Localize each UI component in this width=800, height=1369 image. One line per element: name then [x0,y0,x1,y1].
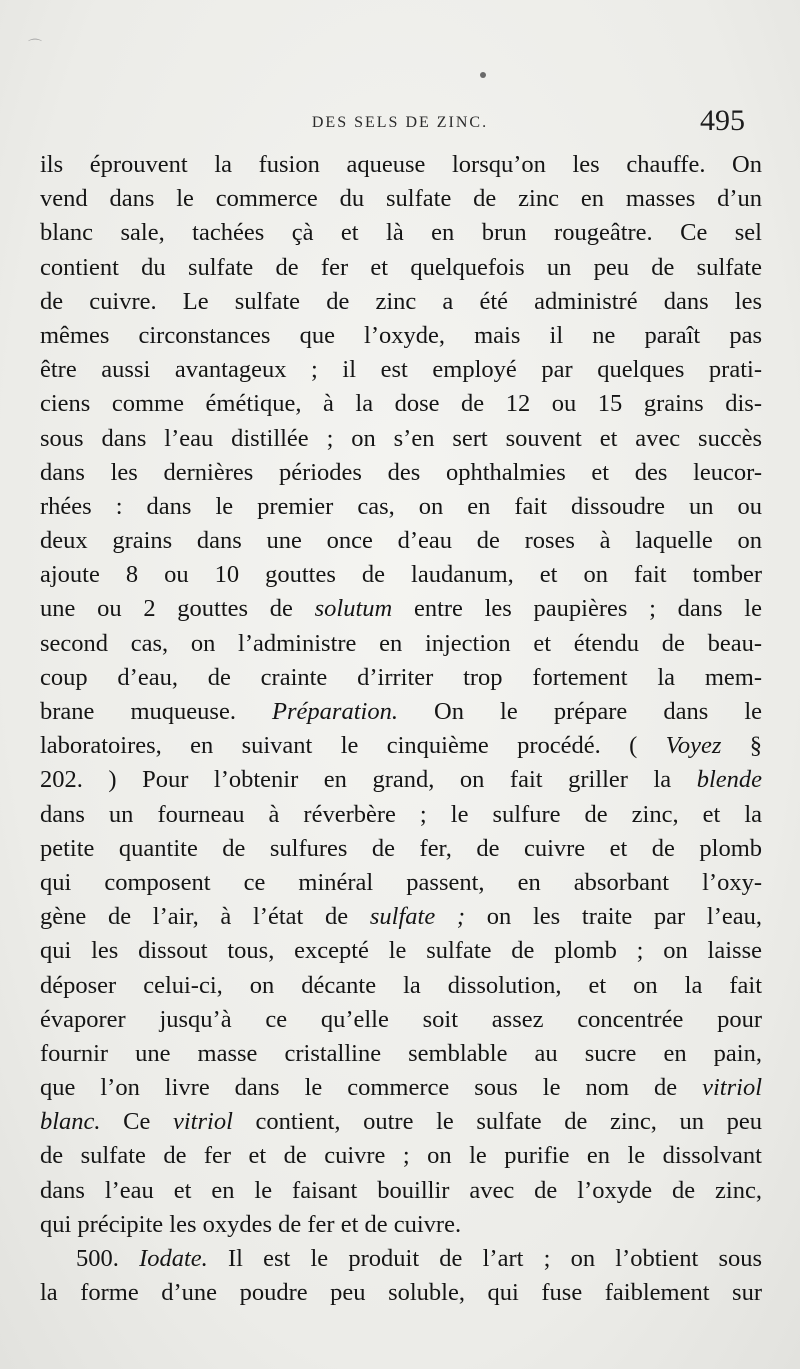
text-line: vend dans le commerce du sulfate de zinc en masses d’un [40,185,762,213]
text-line: ajoute 8 ou 10 gouttes de laudanum, et on fait tomber [40,561,762,589]
body-text [40,148,762,1310]
text-line: gène de l’air, à l’état de sulfate ; on les traite par l’eau, [40,903,763,931]
running-title: DES SELS DE ZINC. [311,114,489,131]
text-line: rhées : dans le premier cas, on en fait dissoudre un ou [40,492,762,520]
text-line: qui précipite les oxydes de fer et de cuivre. [40,1210,462,1238]
text-line: petite quantite de sulfures de fer, de cuivre et de plomb [40,834,762,862]
text-line: dans les dernières périodes des ophthalmies et des leucor- [40,458,762,486]
text-line: blanc sale, tachées çà et là en brun rougeâtre. Ce sel [40,219,762,247]
text-line: brane muqueuse. Préparation. On le prépare dans le [40,698,763,725]
text-line: déposer celui-ci, on décante la dissolution, et on la fait [40,971,762,999]
text-line: de cuivre. Le sulfate de zinc a été administré dans les [40,287,762,315]
text-line: de sulfate de fer et de cuivre ; on le purifie en le dissolvant [40,1142,762,1170]
margin-mark: ⌒ [28,40,42,55]
text-line: dans un fourneau à réverbère ; le sulfure de zinc, et la [40,800,762,828]
text-line: une ou 2 gouttes de solutum entre les paupières ; dans le [40,595,762,623]
page-number: 495 [700,104,745,137]
text-line: fournir une masse cristalline semblable au sucre en pain, [40,1039,762,1067]
text-line: ils éprouvent la fusion aqueuse lorsqu’on les chauffe. On [40,151,762,178]
text-line: 202. ) Pour l’obtenir en grand, on fait griller la blende [40,766,762,794]
text-line: 500. Iodate. Il est le produit de l’art ; on l’obtient sous [76,1245,763,1272]
text-line: dans l’eau et en le faisant bouillir avec de l’oxyde de zinc, [40,1176,762,1204]
running-head [0,104,800,144]
text-line: qui les dissout tous, excepté le sulfate de plomb ; on laisse [40,937,762,965]
text-line: coup d’eau, de crainte d’irriter trop fortement la mem- [40,663,762,691]
text-line: deux grains dans une once d’eau de roses à laquelle on [40,527,762,555]
text-line: blanc. Ce vitriol contient, outre le sulfate de zinc, un peu [40,1108,762,1136]
text-line: second cas, on l’administre en injection et étendu de beau- [40,629,762,657]
text-line: que l’on livre dans le commerce sous le nom de vitriol [40,1074,762,1102]
text-line: contient du sulfate de fer et quelquefois un peu de sulfate [40,253,762,281]
text-line: mêmes circonstances que l’oxyde, mais il ne paraît pas [40,321,762,349]
text-line: sous dans l’eau distillée ; on s’en sert souvent et avec succès [40,424,762,452]
text-line: la forme d’une poudre peu soluble, qui fuse faiblement sur [40,1279,762,1307]
text-line: qui composent ce minéral passent, en absorbant l’oxy- [40,868,762,896]
text-line: laboratoires, en suivant le cinquième procédé. ( Voyez § [40,732,762,760]
text-line: ciens comme émétique, à la dose de 12 ou 15 grains dis- [40,390,762,418]
text-line: être aussi avantageux ; il est employé par quelques prati- [40,356,762,384]
text-line: évaporer jusqu’à ce qu’elle soit assez concentrée pour [40,1005,762,1033]
ink-speck [480,72,486,78]
